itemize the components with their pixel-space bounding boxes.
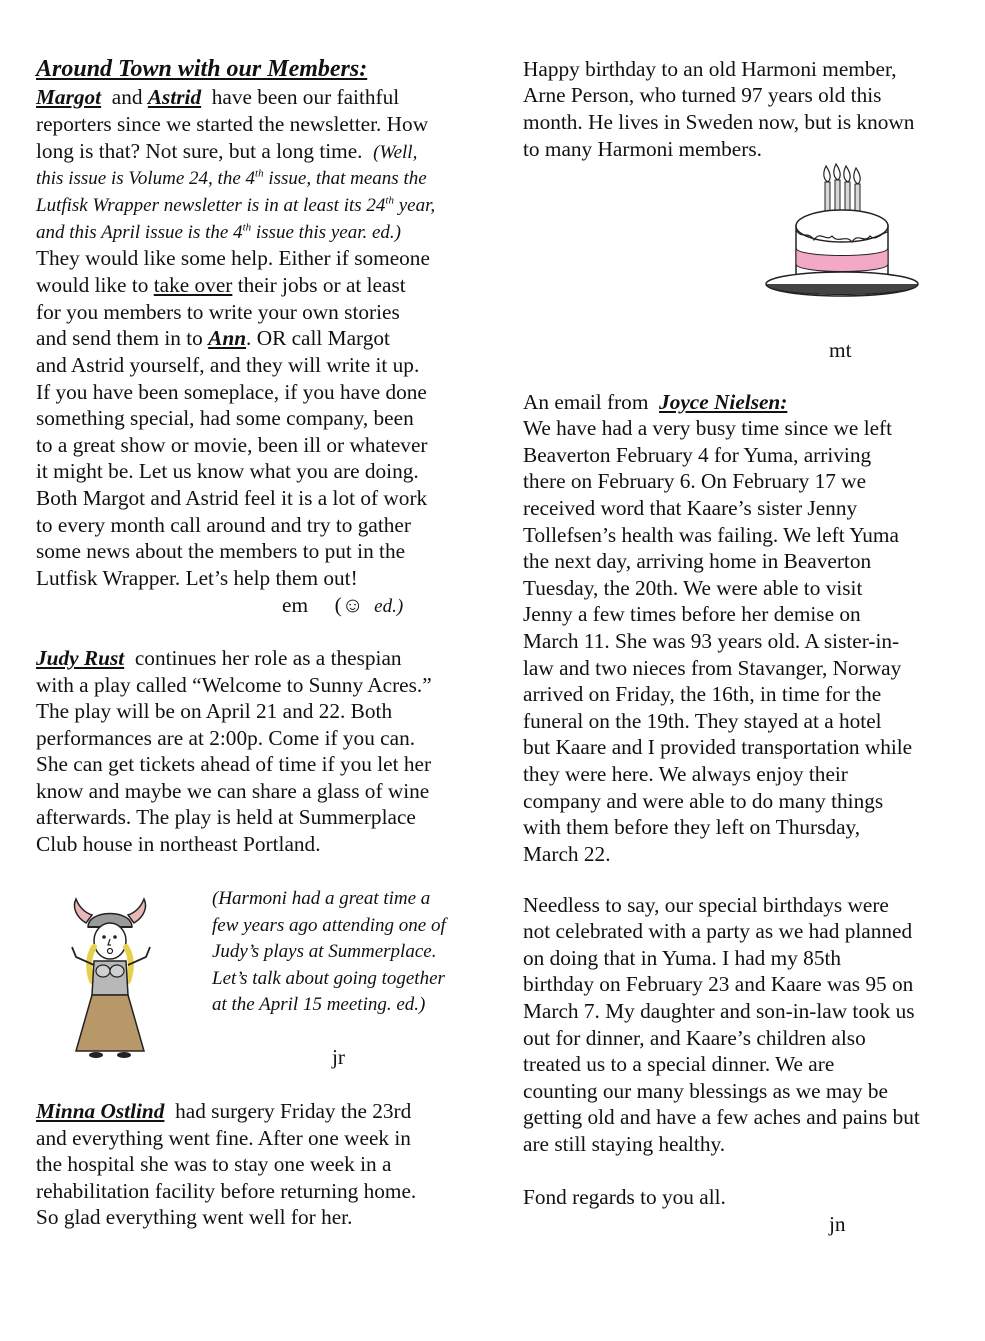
paragraph-line: month. He lives in Sweden now, but is known bbox=[523, 110, 915, 134]
editor-note-line bbox=[36, 192, 435, 219]
paragraph-line: counting our many blessings as we may be bbox=[523, 1079, 888, 1103]
paragraph-line: with a play called “Welcome to Sunny Acres.” bbox=[36, 673, 432, 697]
paragraph-line: not celebrated with a party as we had planned bbox=[523, 919, 913, 943]
paragraph-line: performances are at 2:00p. Come if you can. bbox=[36, 726, 416, 750]
text-segment: year, bbox=[398, 195, 436, 216]
text-segment: long is that? Not sure, but a long time. bbox=[36, 139, 363, 163]
paragraph-line: rehabilitation facility before returning home. bbox=[36, 1179, 417, 1203]
paragraph-line: The play will be on April 21 and 22. Both bbox=[36, 699, 393, 723]
signature-jn: jn bbox=[829, 1212, 846, 1236]
paragraph-line: If you have been someplace, if you have done bbox=[36, 380, 427, 404]
text-segment: and this April issue is the 4 bbox=[36, 222, 243, 243]
paragraph-line: She can get tickets ahead of time if you let her bbox=[36, 752, 432, 776]
paragraph-line: reporters since we started the newsletter. How bbox=[36, 112, 429, 136]
superscript: th bbox=[242, 221, 252, 234]
paragraph-line: treated us to a special dinner. We are bbox=[523, 1052, 835, 1076]
smiley-icon: ☺ bbox=[341, 593, 364, 617]
paragraph-line: to every month call around and try to gather bbox=[36, 513, 411, 537]
paragraph-line: and Astrid yourself, and they will write it up. bbox=[36, 353, 420, 377]
text-segment: their jobs or at least bbox=[237, 273, 406, 297]
name-astrid: Astrid bbox=[147, 85, 202, 109]
paragraph-line bbox=[36, 138, 417, 166]
paragraph-line: arrived on Friday, the 16th, in time for the bbox=[523, 682, 882, 706]
paragraph-line: Arne Person, who turned 97 years old this bbox=[523, 83, 882, 107]
paragraph-line: company and were able to do many things bbox=[523, 789, 884, 813]
editor-note-text: ed.) bbox=[374, 596, 404, 617]
text-segment: and send them in to bbox=[36, 326, 203, 350]
text-segment: would like to bbox=[36, 273, 149, 297]
paragraph-line: Needless to say, our special birthdays were bbox=[523, 893, 889, 917]
text-segment: . OR call Margot bbox=[246, 326, 390, 350]
paragraph-line: they were here. We always enjoy their bbox=[523, 762, 848, 786]
note-line: few years ago attending one of bbox=[212, 915, 446, 936]
paragraph-line: law and two nieces from Stavanger, Norway bbox=[523, 656, 902, 680]
email-intro-line bbox=[523, 389, 787, 416]
signature-jr: jr bbox=[332, 1045, 346, 1069]
paragraph-line: there on February 6. On February 17 we bbox=[523, 469, 867, 493]
paragraph-line: Lutfisk Wrapper. Let’s help them out! bbox=[36, 566, 358, 590]
editor-note-line bbox=[36, 219, 401, 246]
paragraph-line: Happy birthday to an old Harmoni member, bbox=[523, 57, 897, 81]
section-title: Around Town with our Members: bbox=[36, 56, 368, 82]
text-segment: continues her role as a thespian bbox=[134, 646, 402, 670]
and-word: and bbox=[111, 85, 143, 109]
paragraph-line: Beaverton February 4 for Yuma, arriving bbox=[523, 443, 872, 467]
paragraph-line: So glad everything went well for her. bbox=[36, 1205, 353, 1229]
superscript: th bbox=[255, 167, 264, 180]
underlined-text: take over bbox=[153, 273, 233, 297]
text-segment: this issue is Volume 24, the 4 bbox=[36, 168, 256, 189]
name-joyce-nielsen: Joyce Nielsen: bbox=[659, 390, 788, 414]
paragraph-line: Tuesday, the 20th. We were able to visit bbox=[523, 576, 863, 600]
paragraph-line: March 22. bbox=[523, 842, 611, 866]
paragraph-line: with them before they left on Thursday, bbox=[523, 815, 861, 839]
signature-em bbox=[282, 592, 403, 620]
birthday-cake-icon bbox=[762, 160, 922, 300]
paragraph-line: getting old and have a few aches and pains but bbox=[523, 1105, 920, 1129]
paragraph-line bbox=[36, 325, 390, 352]
paragraph-line: funeral on the 19th. They stayed at a hotel bbox=[523, 709, 882, 733]
note-line: Judy’s plays at Summerplace. bbox=[212, 941, 437, 962]
paragraph-line: March 11. She was 93 years old. A sister-in- bbox=[523, 629, 900, 653]
paragraph-line: Both Margot and Astrid feel it is a lot of work bbox=[36, 486, 428, 510]
text-segment: Lutfisk Wrapper newsletter is in at least its 24 bbox=[36, 195, 386, 216]
paragraph-line: for you members to write your own stories bbox=[36, 300, 400, 324]
margot-astrid-line-1 bbox=[36, 84, 399, 111]
editor-note-text: (Well, bbox=[373, 142, 418, 163]
name-ann: Ann bbox=[208, 326, 247, 350]
note-line: at the April 15 meeting. ed.) bbox=[212, 994, 426, 1015]
closing-line: Fond regards to you all. bbox=[523, 1185, 726, 1209]
paragraph-line: birthday on February 23 and Kaare was 95 on bbox=[523, 972, 914, 996]
editor-note-line bbox=[36, 165, 427, 192]
paragraph-line: March 7. My daughter and son-in-law took us bbox=[523, 999, 915, 1023]
text-segment: had surgery Friday the 23rd bbox=[175, 1099, 412, 1123]
text-segment: An email from bbox=[523, 390, 649, 414]
paragraph-line: and everything went fine. After one week in bbox=[36, 1126, 411, 1150]
paragraph-line: it might be. Let us know what you are doing. bbox=[36, 459, 419, 483]
text-segment: issue this year. ed.) bbox=[255, 222, 401, 243]
paragraph-line: Club house in northeast Portland. bbox=[36, 832, 321, 856]
paragraph-line: some news about the members to put in the bbox=[36, 539, 406, 563]
paragraph-line: to many Harmoni members. bbox=[523, 137, 762, 161]
paragraph-line: We have had a very busy time since we left bbox=[523, 416, 893, 440]
paragraph-line: out for dinner, and Kaare’s children also bbox=[523, 1026, 866, 1050]
paragraph-line: something special, had some company, been bbox=[36, 406, 414, 430]
paragraph-line bbox=[36, 272, 406, 299]
name-judy-rust: Judy Rust bbox=[36, 646, 125, 670]
paragraph-line: Tollefsen’s health was failing. We left Yuma bbox=[523, 523, 899, 547]
signature-text: em bbox=[282, 593, 309, 617]
paragraph-line: the hospital she was to stay one week in a bbox=[36, 1152, 392, 1176]
paragraph-line: Jenny a few times before her demise on bbox=[523, 602, 861, 626]
note-line: (Harmoni had a great time a bbox=[212, 888, 431, 909]
paragraph-line: afterwards. The play is held at Summerplace bbox=[36, 805, 416, 829]
paragraph-line: They would like some help. Either if someone bbox=[36, 246, 430, 270]
paragraph-line: on doing that in Yuma. I had my 85th bbox=[523, 946, 842, 970]
minna-line-1 bbox=[36, 1098, 411, 1125]
paragraph-line: but Kaare and I provided transportation while bbox=[523, 735, 913, 759]
name-margot: Margot bbox=[36, 85, 102, 109]
text-segment: ( bbox=[334, 593, 342, 617]
paragraph-line: know and maybe we can share a glass of wine bbox=[36, 779, 430, 803]
paragraph-line: to a great show or movie, been ill or whatever bbox=[36, 433, 428, 457]
superscript: th bbox=[385, 194, 394, 207]
signature-mt: mt bbox=[829, 338, 852, 362]
name-minna-ostlind: Minna Ostlind bbox=[36, 1099, 165, 1123]
viking-girl-icon bbox=[58, 895, 168, 1065]
judy-line-1 bbox=[36, 645, 402, 672]
paragraph-line: received word that Kaare’s sister Jenny bbox=[523, 496, 858, 520]
text-segment: issue, that means the bbox=[268, 168, 427, 189]
paragraph-line: the next day, arriving home in Beaverton bbox=[523, 549, 872, 573]
text-segment: have been our faithful bbox=[211, 85, 400, 109]
note-line: Let’s talk about going together bbox=[212, 968, 445, 989]
paragraph-line: are still staying healthy. bbox=[523, 1132, 726, 1156]
